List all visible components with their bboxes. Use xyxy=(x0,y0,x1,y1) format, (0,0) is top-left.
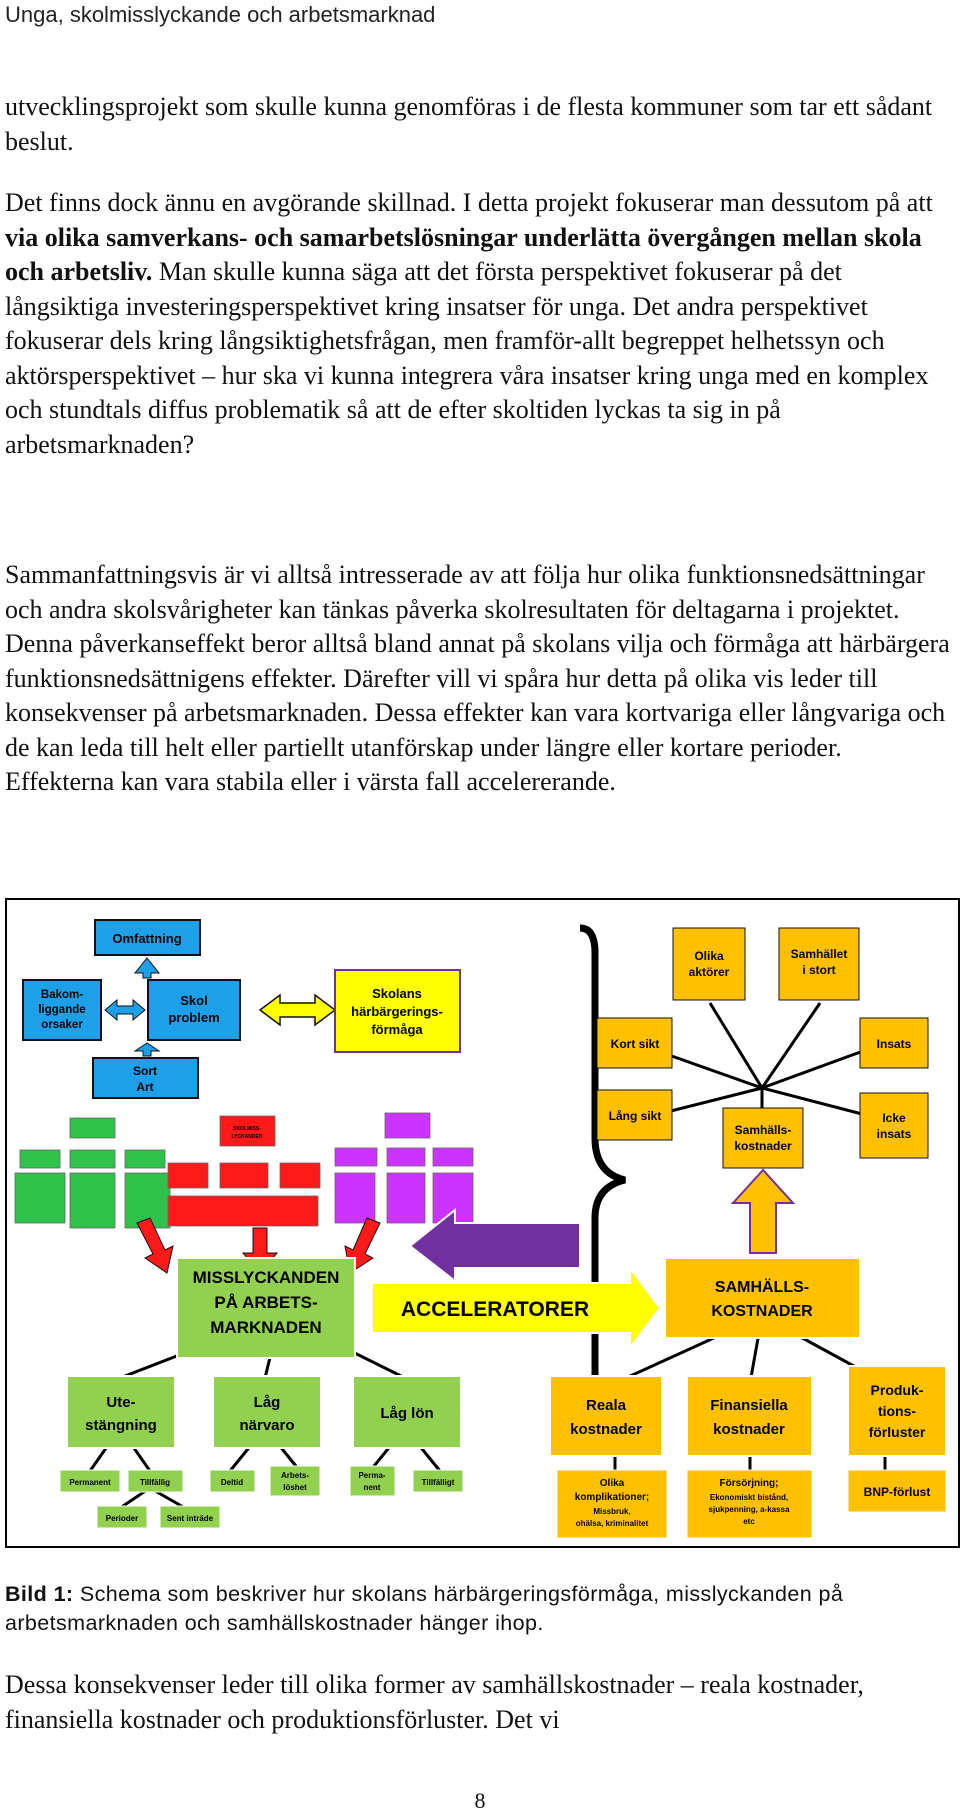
olika-aktorer-box xyxy=(673,928,745,1000)
reala-line-1: Reala xyxy=(585,1397,627,1414)
skolmiss-line-1: SKOLMISS- xyxy=(233,1126,261,1132)
bakom-line-3: orsaker xyxy=(41,1019,83,1031)
misslyckanden-line-2: PÅ ARBETS- xyxy=(214,1293,318,1312)
produktion-line-1: Produk- xyxy=(870,1382,924,1398)
green-small-box xyxy=(70,1118,115,1138)
diagram-svg xyxy=(5,898,960,1548)
icke-insats-box xyxy=(860,1093,928,1158)
samhallskostnader-line-2: KOSTNADER xyxy=(711,1303,813,1320)
green-level-2 xyxy=(67,1376,461,1448)
samhalls-kostnader-line-2: kostnader xyxy=(734,1139,792,1153)
paragraph-4: Dessa konsekvenser leder till olika former av samhällskostnader – reala kostnader, finansiella kostnader och produktionsförluster. Det vi xyxy=(5,1670,864,1734)
caption-text: Schema som beskriver hur skolans härbärgeringsförmåga, misslyckanden på arbetsmarknaden och samhällskostnader hänger ihop. xyxy=(5,1582,844,1635)
forsorjning-line-3: sjukpenning, a-kassa xyxy=(708,1505,790,1514)
red-wide-box xyxy=(168,1196,318,1226)
samhalls-kostnader-box xyxy=(723,1108,803,1168)
lag-lon-label: Låg lön xyxy=(380,1405,434,1422)
finansiella-line-2: kostnader xyxy=(713,1421,785,1438)
reala-line-2: kostnader xyxy=(570,1421,642,1438)
deltid-label: Deltid xyxy=(220,1478,244,1487)
perioder-label: Perioder xyxy=(105,1514,139,1523)
page-number: 8 xyxy=(474,1788,486,1813)
ute-box xyxy=(67,1376,175,1448)
red-small-box xyxy=(168,1163,208,1188)
arbetsloshet-line-2: löshet xyxy=(283,1483,307,1492)
purple-small-box xyxy=(387,1148,425,1166)
ute-line-1: Ute- xyxy=(106,1394,136,1411)
purple-small-box xyxy=(387,1173,425,1223)
finansiella-box xyxy=(687,1376,812,1456)
forsorjning-line-2: Ekonomiskt bistånd, xyxy=(709,1493,789,1502)
misslyckanden-line-1: MISSLYCKANDEN xyxy=(192,1268,340,1287)
flow-diagram xyxy=(5,898,960,1548)
skolmiss-line-2: LYCKANDEN xyxy=(231,1134,263,1140)
purple-small-box xyxy=(433,1148,473,1166)
finansiella-line-1: Finansiella xyxy=(710,1397,788,1414)
icke-insats-line-1: Icke xyxy=(882,1111,906,1125)
lag-narvaro-box xyxy=(213,1376,321,1448)
paragraph-2-intro: Det finns dock ännu en avgörande skillnad. I detta projekt fokuserar man dessutom på att xyxy=(5,188,933,217)
red-small-box xyxy=(220,1163,268,1188)
komplikationer-line-4: ohälsa, kriminalitet xyxy=(575,1519,649,1528)
forsorjning-line-4: etc xyxy=(743,1517,755,1526)
tillfalligt-label: Tillfälligt xyxy=(421,1478,455,1487)
green-small-box xyxy=(20,1150,60,1168)
tillfallig-label: Tillfällig xyxy=(139,1478,171,1487)
paragraph-2-rest: Man skulle kunna säga att det första perspektivet fokuserar på det långsiktiga investeringsperspektivet kring insatser för unga. Det andra perspektivet fokuserar dels kring långsiktighetsfrågan, men framför-allt begreppet helhetssyn och aktörsperspektivet – hur ska vi kunna integrera våra insatser kring unga med en komplex och stundtals diffus problematik så att de efter skoltiden lyckas ta sig in på arbetsmarknaden? xyxy=(5,257,929,459)
skolproblem-line-2: problem xyxy=(168,1010,220,1025)
lang-sikt-label: Lång sikt xyxy=(608,1109,662,1123)
olika-aktorer-line-2: aktörer xyxy=(688,965,730,979)
skolans-line-2: härbärgerings- xyxy=(351,1004,443,1019)
produktion-line-2: tions- xyxy=(877,1403,917,1419)
permanent-label: Permanent xyxy=(69,1478,111,1487)
samhallet-line-1: Samhället xyxy=(790,947,848,961)
omfattning-label: Omfattning xyxy=(112,931,182,946)
sort-line-2: Art xyxy=(136,1080,154,1094)
red-small-box xyxy=(280,1163,320,1188)
samhallskostnader-box xyxy=(665,1258,860,1338)
green-small-box xyxy=(125,1150,165,1168)
accelerator-label: ACCELERATORER xyxy=(400,1298,590,1321)
running-header: Unga, skolmisslyckande och arbetsmarknad xyxy=(5,2,436,27)
produktion-line-3: förluster xyxy=(868,1424,926,1440)
permanent2-line-1: Perma- xyxy=(358,1471,386,1480)
forsorjning-line-1: Försörjning; xyxy=(719,1478,779,1489)
green-small-box xyxy=(15,1173,65,1223)
green-small-box xyxy=(70,1150,115,1168)
bnp-label: BNP-förlust xyxy=(863,1485,931,1499)
purple-small-box xyxy=(335,1148,377,1166)
insats-label: Insats xyxy=(876,1037,912,1051)
skolproblem-line-1: Skol xyxy=(180,993,208,1008)
figure-caption xyxy=(5,1580,945,1638)
lag-narvaro-line-1: Låg xyxy=(253,1394,281,1411)
paragraph-3: Sammanfattningsvis är vi alltså intresserade av att följa hur olika funktionsnedsättningar och andra skolsvårigheter kan tänkas påverka skolresultaten för deltagarna i projektet. Denna påverkanseffekt beror alltså bland annat på skolans vilja och förmåga att härbärgera funktionsnedsättnigens effekter. Därefter vill vi spåra hur detta på olika vis leder till konsekvenser på arbetsmarknaden. Dessa effekter kan vara kortvariga eller långvariga och de kan leda till helt eller partiellt utanförskap under längre eller kortare perioder. Effekterna kan vara stabila eller i värsta fall accelererande. xyxy=(5,560,950,796)
komplikationer-line-2: komplikationer; xyxy=(574,1492,650,1503)
orange-level-2 xyxy=(550,1366,946,1456)
sent-intrade-label: Sent inträde xyxy=(166,1514,214,1523)
purple-small-box xyxy=(385,1113,430,1138)
bakom-line-1: Bakom- xyxy=(40,989,84,1001)
bakom-line-2: liggande xyxy=(38,1004,86,1016)
misslyckanden-line-3: MARKNADEN xyxy=(210,1318,322,1337)
kort-sikt-label: Kort sikt xyxy=(610,1037,660,1051)
skolans-line-3: förmåga xyxy=(371,1022,423,1037)
olika-aktorer-line-1: Olika xyxy=(694,949,724,963)
komplikationer-line-3: Missbruk, xyxy=(593,1507,631,1516)
samhallskostnader-line-1: SAMHÄLLS- xyxy=(714,1279,810,1296)
sort-line-1: Sort xyxy=(133,1064,157,1078)
lag-narvaro-line-2: närvaro xyxy=(239,1417,295,1434)
ute-line-2: stängning xyxy=(85,1417,157,1434)
reala-box xyxy=(550,1376,662,1456)
samhallet-line-2: i stort xyxy=(802,963,836,977)
skolans-line-1: Skolans xyxy=(372,986,422,1001)
paragraph-2-emphasis: via olika samverkans- och samarbetslösningar underlätta övergången mellan skola och arbetsliv. xyxy=(5,222,922,286)
icke-insats-line-2: insats xyxy=(876,1127,912,1141)
permanent2-line-2: nent xyxy=(363,1483,381,1492)
green-small-box xyxy=(70,1173,115,1228)
samhalls-kostnader-line-1: Samhälls- xyxy=(734,1123,792,1137)
komplikationer-line-1: Olika xyxy=(599,1478,625,1489)
caption-label: Bild 1: xyxy=(5,1582,74,1606)
paragraph-1: utvecklingsprojekt som skulle kunna genomföras i de flesta kommuner som tar ett sådant beslut. xyxy=(5,92,933,156)
purple-small-box xyxy=(335,1173,375,1223)
paragraph-2 xyxy=(5,186,955,462)
arbetsloshet-line-1: Arbets- xyxy=(280,1471,310,1480)
